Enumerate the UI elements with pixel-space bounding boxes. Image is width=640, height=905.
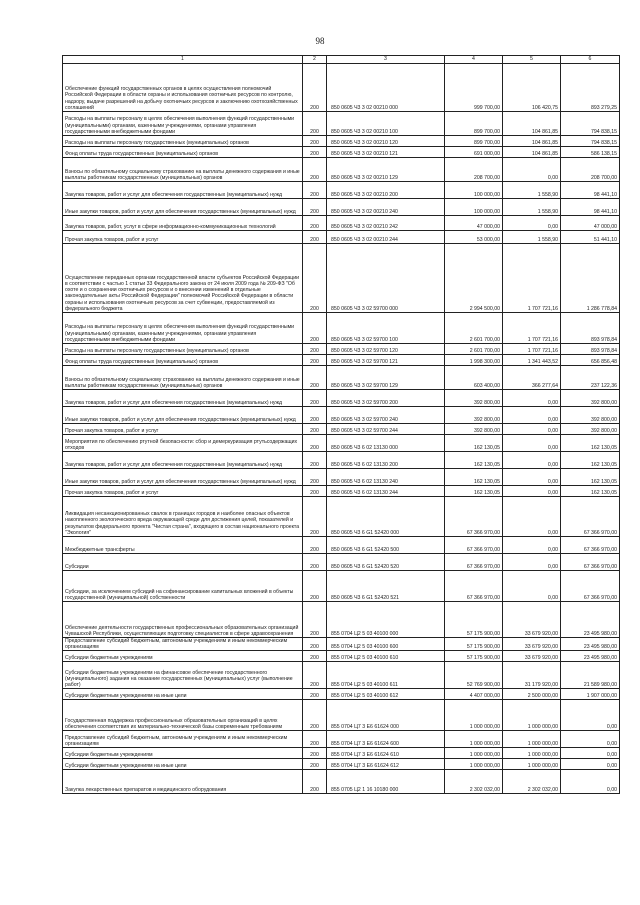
approved-amount: 2 601 700,00 [445,313,503,344]
executed-amount: 0,00 [503,452,561,469]
remaining-amount: 98 441,10 [561,182,620,199]
approved-amount: 52 769 900,00 [445,662,503,689]
row-name: Межбюджетные трансферты [63,537,303,554]
row-name: Обеспечение функций государственных органов в целях осуществления полномочий Российской Федерации в области охраны и использования охотничьих ресурсов по контролю, надзору, выдаче разрешений на добычу охотничьих ресурсов и заключению охотхозяйственных соглашений [63,64,303,112]
budget-code: 855 0704 Ц7 3 Е6 61624 610 [327,748,445,759]
row-name: Расходы на выплаты персоналу в целях обеспечения выполнения функций государственными (муниципальными) органами, казенными учреждениями, органами управления государственными внебюджетными фондами [63,313,303,344]
header-cell: 6 [561,56,620,64]
header-cell: 4 [445,56,503,64]
row-name: Ликвидация несанкционированных свалок в границах городов и наиболее опасных объектов накопленного экологического вреда окружающей среде для достижения целей, показателей и результатов федерального проекта "Чистая страна", входящего в состав национального проекта "Экология" [63,497,303,537]
row-name: Закупка товаров, работ и услуг для обеспечения государственных (муниципальных) нужд [63,182,303,199]
approved-amount: 4 407 000,00 [445,689,503,700]
row-name: Взносы по обязательному социальному страхованию на выплаты денежного содержания и иные выплаты работникам государственных (муниципальных) органов [63,158,303,182]
table-row [63,638,620,651]
budget-code: 850 0605 Ч3 6 02 13130 200 [327,452,445,469]
table-row [63,689,620,700]
executed-amount: 1 558,90 [503,231,561,244]
line-code: 200 [303,759,327,770]
executed-amount: 1 000 000,00 [503,748,561,759]
remaining-amount: 794 838,15 [561,136,620,147]
executed-amount: 1 707 721,16 [503,344,561,355]
remaining-amount: 392 800,00 [561,424,620,435]
remaining-amount: 21 589 980,00 [561,662,620,689]
executed-amount: 0,00 [503,486,561,497]
table-row [63,486,620,497]
approved-amount: 899 700,00 [445,136,503,147]
table-row [63,651,620,662]
table-row [63,355,620,366]
budget-code: 850 0605 Ч3 3 02 59700 000 [327,244,445,313]
executed-amount: 0,00 [503,537,561,554]
table-row [63,554,620,571]
line-code: 200 [303,112,327,136]
line-code: 200 [303,344,327,355]
remaining-amount: 586 138,15 [561,147,620,158]
executed-amount: 33 679 920,00 [503,651,561,662]
remaining-amount: 1 286 778,84 [561,244,620,313]
line-code: 200 [303,537,327,554]
approved-amount: 67 366 970,00 [445,571,503,602]
executed-amount: 2 500 000,00 [503,689,561,700]
row-name: Закупка товаров, работ, услуг в сфере информационно-коммуникационных технологий [63,216,303,231]
remaining-amount: 794 838,15 [561,112,620,136]
executed-amount: 106 420,75 [503,64,561,112]
line-code: 200 [303,602,327,638]
executed-amount: 33 679 920,00 [503,602,561,638]
approved-amount: 67 366 970,00 [445,554,503,571]
table-row [63,366,620,390]
header-cell: 3 [327,56,445,64]
page-number: 98 [315,36,325,46]
budget-code: 850 0605 Ч3 3 02 00210 244 [327,231,445,244]
table-row [63,231,620,244]
line-code: 200 [303,651,327,662]
approved-amount: 67 366 970,00 [445,537,503,554]
line-code: 200 [303,571,327,602]
executed-amount: 1 558,90 [503,199,561,216]
remaining-amount: 162 130,05 [561,469,620,486]
line-code: 200 [303,407,327,424]
line-code: 200 [303,182,327,199]
remaining-amount: 893 978,84 [561,313,620,344]
remaining-amount: 23 495 980,00 [561,638,620,651]
executed-amount: 33 679 920,00 [503,638,561,651]
budget-code: 850 0605 Ч3 3 02 00210 120 [327,136,445,147]
row-name: Расходы на выплаты персоналу государственных (муниципальных) органов [63,344,303,355]
header-cell: 1 [63,56,303,64]
approved-amount: 67 366 970,00 [445,497,503,537]
executed-amount: 1 000 000,00 [503,731,561,748]
line-code: 200 [303,469,327,486]
approved-amount: 100 000,00 [445,182,503,199]
budget-code: 850 0605 Ч3 3 02 00210 121 [327,147,445,158]
budget-code: 850 0605 Ч3 6 G1 52420 500 [327,537,445,554]
row-name: Прочая закупка товаров, работ и услуг [63,486,303,497]
row-name: Субсидии бюджетным учреждениям на иные цели [63,759,303,770]
remaining-amount: 67 366 970,00 [561,537,620,554]
executed-amount: 0,00 [503,390,561,407]
budget-code: 850 0605 Ч3 3 02 00210 000 [327,64,445,112]
approved-amount: 2 302 032,00 [445,770,503,794]
row-name: Закупка лекарственных препаратов и медицинского оборудования [63,770,303,794]
budget-code: 850 0605 Ч3 3 02 59700 121 [327,355,445,366]
budget-code: 850 0605 Ч3 3 02 00210 100 [327,112,445,136]
executed-amount: 1 558,90 [503,182,561,199]
approved-amount: 47 000,00 [445,216,503,231]
budget-code: 850 0605 Ч3 3 02 59700 100 [327,313,445,344]
remaining-amount: 893 279,25 [561,64,620,112]
row-name: Закупка товаров, работ и услуг для обеспечения государственных (муниципальных) нужд [63,390,303,407]
row-name: Расходы на выплаты персоналу государственных (муниципальных) органов [63,136,303,147]
budget-code: 850 0605 Ч3 3 02 59700 244 [327,424,445,435]
table-row [63,64,620,112]
table-row [63,537,620,554]
remaining-amount: 0,00 [561,748,620,759]
header-cell: 5 [503,56,561,64]
executed-amount: 1 707 721,16 [503,244,561,313]
table-row [63,662,620,689]
executed-amount: 1 000 000,00 [503,700,561,731]
line-code: 200 [303,313,327,344]
budget-code: 850 0605 Ч3 3 02 00210 242 [327,216,445,231]
table-row [63,435,620,452]
approved-amount: 162 130,05 [445,469,503,486]
executed-amount: 1 707 721,16 [503,313,561,344]
line-code: 200 [303,199,327,216]
remaining-amount: 0,00 [561,700,620,731]
line-code: 200 [303,136,327,147]
executed-amount: 0,00 [503,571,561,602]
budget-code: 855 0704 Ц7 3 Е6 61624 600 [327,731,445,748]
budget-code: 850 0605 Ч3 6 02 13130 000 [327,435,445,452]
executed-amount: 0,00 [503,469,561,486]
approved-amount: 999 700,00 [445,64,503,112]
executed-amount: 1 341 443,52 [503,355,561,366]
table-row [63,390,620,407]
row-name: Обеспечение деятельности государственных профессиональных образовательных организаций Чувашской Республики, осуществляющих подготовку специалистов в сфере здравоохранения [63,602,303,638]
executed-amount: 104 861,85 [503,112,561,136]
remaining-amount: 47 000,00 [561,216,620,231]
row-name: Субсидии, за исключением субсидий на софинансирование капитальных вложений в объекты государственной (муниципальной) собственности [63,571,303,602]
row-name: Предоставление субсидий бюджетным, автономным учреждениям и иным некоммерческим организациям [63,638,303,651]
row-name: Субсидии бюджетным учреждениям на иные цели [63,689,303,700]
approved-amount: 57 175 900,00 [445,602,503,638]
budget-code: 850 0605 Ч3 3 02 00210 129 [327,158,445,182]
line-code: 200 [303,244,327,313]
table-row [63,407,620,424]
executed-amount: 31 179 920,00 [503,662,561,689]
budget-code: 850 0605 Ч3 6 G1 52420 000 [327,497,445,537]
table-row [63,199,620,216]
line-code: 200 [303,158,327,182]
table-row [63,112,620,136]
line-code: 200 [303,662,327,689]
remaining-amount: 67 366 970,00 [561,571,620,602]
executed-amount: 366 277,64 [503,366,561,390]
executed-amount: 0,00 [503,216,561,231]
executed-amount: 0,00 [503,497,561,537]
line-code: 200 [303,731,327,748]
row-name: Прочая закупка товаров, работ и услуг [63,231,303,244]
budget-code: 855 0704 Ц2 5 03 40100 600 [327,638,445,651]
approved-amount: 899 700,00 [445,112,503,136]
approved-amount: 392 800,00 [445,390,503,407]
remaining-amount: 392 800,00 [561,390,620,407]
budget-code: 850 0605 Ч3 6 G1 52420 521 [327,571,445,602]
remaining-amount: 23 495 980,00 [561,651,620,662]
line-code: 200 [303,435,327,452]
remaining-amount: 0,00 [561,759,620,770]
approved-amount: 162 130,05 [445,452,503,469]
approved-amount: 162 130,05 [445,435,503,452]
table-row [63,344,620,355]
table-row [63,244,620,313]
approved-amount: 1 998 300,00 [445,355,503,366]
line-code: 200 [303,554,327,571]
line-code: 200 [303,748,327,759]
line-code: 200 [303,452,327,469]
approved-amount: 162 130,05 [445,486,503,497]
row-name: Расходы на выплаты персоналу в целях обеспечения выполнения функций государственными (муниципальными) органами, казенными учреждениями, органами управления государственными внебюджетными фондами [63,112,303,136]
table-row [63,216,620,231]
remaining-amount: 162 130,05 [561,452,620,469]
remaining-amount: 67 366 970,00 [561,497,620,537]
header-cell: 2 [303,56,327,64]
remaining-amount: 67 366 970,00 [561,554,620,571]
line-code: 200 [303,147,327,158]
remaining-amount: 208 700,00 [561,158,620,182]
line-code: 200 [303,355,327,366]
table-row [63,497,620,537]
approved-amount: 1 000 000,00 [445,700,503,731]
row-name: Взносы по обязательному социальному страхованию на выплаты денежного содержания и иные выплаты работникам государственных (муниципальных) органов [63,366,303,390]
row-name: Прочая закупка товаров, работ и услуг [63,424,303,435]
remaining-amount: 98 441,10 [561,199,620,216]
row-name: Субсидии [63,554,303,571]
remaining-amount: 0,00 [561,731,620,748]
line-code: 200 [303,390,327,407]
table-row [63,158,620,182]
row-name: Иные закупки товаров, работ и услуг для обеспечения государственных (муниципальных) нужд [63,469,303,486]
executed-amount: 104 861,85 [503,136,561,147]
approved-amount: 603 400,00 [445,366,503,390]
table-row [63,182,620,199]
table-header-row [63,56,620,64]
table-row [63,602,620,638]
table-row [63,731,620,748]
budget-code: 855 0704 Ц2 5 03 40100 612 [327,689,445,700]
budget-code: 855 0705 Ц2 1 16 10180 000 [327,770,445,794]
approved-amount: 1 000 000,00 [445,748,503,759]
line-code: 200 [303,497,327,537]
remaining-amount: 237 122,36 [561,366,620,390]
executed-amount: 2 302 032,00 [503,770,561,794]
approved-amount: 57 175 900,00 [445,638,503,651]
remaining-amount: 23 495 980,00 [561,602,620,638]
approved-amount: 2 601 700,00 [445,344,503,355]
line-code: 200 [303,689,327,700]
budget-code: 850 0605 Ч3 3 02 00210 200 [327,182,445,199]
budget-code: 850 0605 Ч3 3 02 00210 240 [327,199,445,216]
approved-amount: 53 000,00 [445,231,503,244]
row-name: Субсидии бюджетным учреждениям [63,651,303,662]
executed-amount: 0,00 [503,424,561,435]
remaining-amount: 1 907 000,00 [561,689,620,700]
remaining-amount: 656 856,48 [561,355,620,366]
budget-code: 855 0704 Ц2 5 03 40100 611 [327,662,445,689]
executed-amount: 0,00 [503,158,561,182]
remaining-amount: 392 800,00 [561,407,620,424]
table-row [63,469,620,486]
row-name: Закупка товаров, работ и услуг для обеспечения государственных (муниципальных) нужд [63,452,303,469]
table-row [63,147,620,158]
row-name: Фонд оплаты труда государственных (муниципальных) органов [63,355,303,366]
approved-amount: 392 800,00 [445,407,503,424]
executed-amount: 0,00 [503,554,561,571]
table-row [63,424,620,435]
executed-amount: 0,00 [503,407,561,424]
approved-amount: 57 175 900,00 [445,651,503,662]
budget-code: 850 0605 Ч3 6 G1 52420 520 [327,554,445,571]
budget-code: 850 0605 Ч3 3 02 59700 200 [327,390,445,407]
approved-amount: 208 700,00 [445,158,503,182]
executed-amount: 0,00 [503,435,561,452]
line-code: 200 [303,64,327,112]
line-code: 200 [303,424,327,435]
approved-amount: 2 994 500,00 [445,244,503,313]
row-name: Субсидии бюджетным учреждениям [63,748,303,759]
row-name: Иные закупки товаров, работ и услуг для обеспечения государственных (муниципальных) нужд [63,407,303,424]
budget-code: 850 0605 Ч3 6 02 13130 244 [327,486,445,497]
approved-amount: 1 000 000,00 [445,759,503,770]
row-name: Субсидии бюджетным учреждениям на финансовое обеспечение государственного (муниципального) задания на оказание государственных (муниципальных) услуг (выполнение работ) [63,662,303,689]
budget-code: 850 0605 Ч3 3 02 59700 120 [327,344,445,355]
line-code: 200 [303,700,327,731]
remaining-amount: 893 978,84 [561,344,620,355]
table-row [63,770,620,794]
budget-table [62,55,620,794]
budget-code: 850 0605 Ч3 6 02 13130 240 [327,469,445,486]
row-name: Государственная поддержка профессиональных образовательных организаций в целях обеспечения соответствия их материально-технической базы современным требованиям [63,700,303,731]
budget-code: 855 0704 Ц2 5 03 40100 000 [327,602,445,638]
remaining-amount: 51 441,10 [561,231,620,244]
line-code: 200 [303,486,327,497]
approved-amount: 100 000,00 [445,199,503,216]
line-code: 200 [303,366,327,390]
table-row [63,313,620,344]
row-name: Предоставление субсидий бюджетным, автономным учреждениям и иным некоммерческим организациям [63,731,303,748]
line-code: 200 [303,638,327,651]
executed-amount: 104 861,85 [503,147,561,158]
table-row [63,759,620,770]
budget-code: 850 0605 Ч3 3 02 59700 240 [327,407,445,424]
executed-amount: 1 000 000,00 [503,759,561,770]
budget-code: 850 0605 Ч3 3 02 59700 129 [327,366,445,390]
budget-code: 855 0704 Ц7 3 Е6 61624 000 [327,700,445,731]
row-name: Мероприятия по обеспечению ртутной безопасности: сбор и демеркуризация ртутьсодержащих отходов [63,435,303,452]
table-row [63,136,620,147]
table-row [63,452,620,469]
approved-amount: 392 800,00 [445,424,503,435]
budget-code: 855 0704 Ц2 5 03 40100 610 [327,651,445,662]
row-name: Фонд оплаты труда государственных (муниципальных) органов [63,147,303,158]
remaining-amount: 162 130,05 [561,435,620,452]
remaining-amount: 162 130,05 [561,486,620,497]
budget-code: 855 0704 Ц7 3 Е6 61624 612 [327,759,445,770]
approved-amount: 1 000 000,00 [445,731,503,748]
row-name: Осуществление переданных органам государственной власти субъектов Российской Федерации в соответствии с частью 1 статьи 33 Федерального закона от 24 июля 2009 года № 209-ФЗ "Об охоте и о сохранении охотничьих ресурсов и о внесении изменений в отдельные законодательные акты Российской Федерации" полномочий Российской Федерации в области охраны и использования охотничьих ресурсов за счет субвенции, предоставляемой из федерального бюджета [63,244,303,313]
line-code: 200 [303,231,327,244]
table-row [63,571,620,602]
remaining-amount: 0,00 [561,770,620,794]
line-code: 200 [303,216,327,231]
table-row [63,748,620,759]
row-name: Иные закупки товаров, работ и услуг для обеспечения государственных (муниципальных) нужд [63,199,303,216]
table-row [63,700,620,731]
approved-amount: 691 000,00 [445,147,503,158]
line-code: 200 [303,770,327,794]
